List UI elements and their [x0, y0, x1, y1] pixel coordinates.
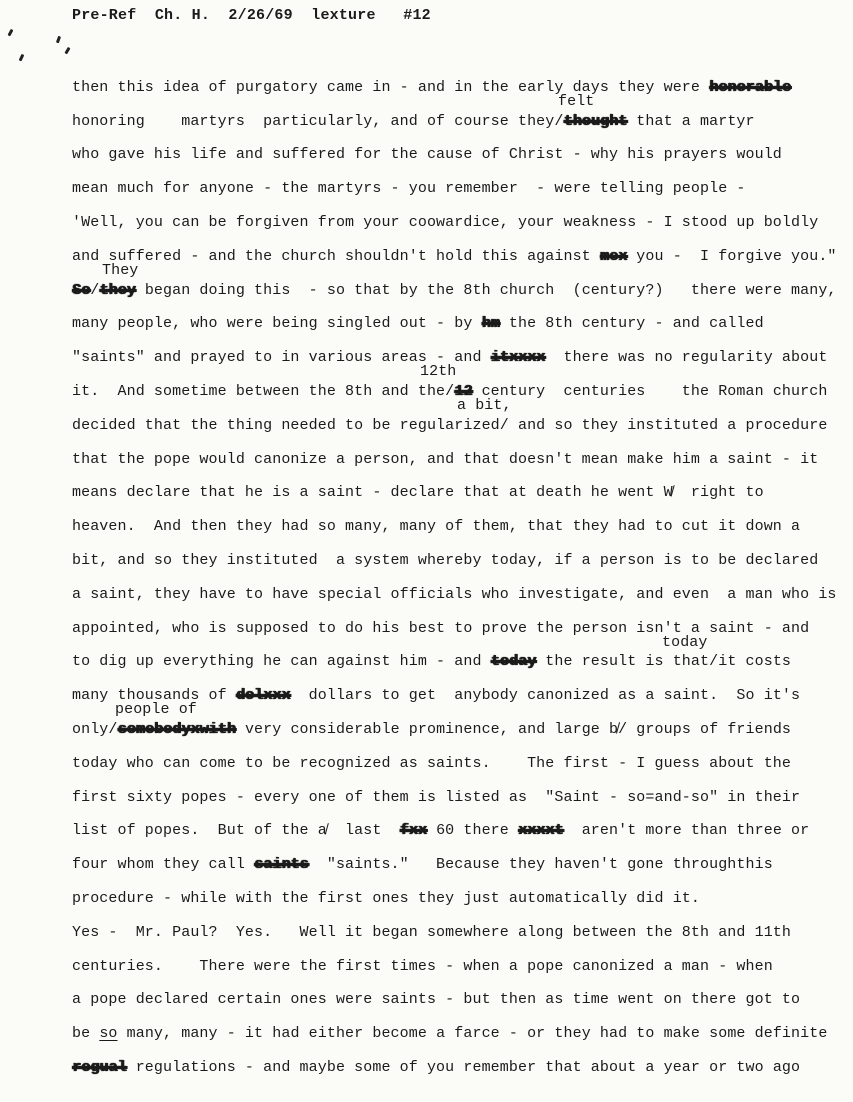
- typed-text: list of popes. But of the a̸ last: [72, 822, 400, 840]
- typed-text: "saints." Because they haven't gone throughthis: [308, 856, 773, 874]
- typed-text: mean much for anyone - the martyrs - you remember - were telling people -: [72, 180, 746, 198]
- line-text: [72, 821, 809, 840]
- line-text: [72, 213, 818, 232]
- text-line: [72, 132, 842, 166]
- typed-text: a saint, they have to have special officials who investigate, and even a man who is: [72, 585, 837, 603]
- struck-out-text: xxxxt: [517, 822, 564, 840]
- line-text: [72, 314, 764, 333]
- line-text: [72, 382, 827, 401]
- line-text: [72, 957, 773, 976]
- line-text: [72, 416, 827, 435]
- text-line: [72, 64, 842, 98]
- text-line: [72, 740, 842, 774]
- line-text: [72, 179, 746, 198]
- typed-text: many people, who were being singled out - by: [72, 315, 482, 333]
- typed-text: regulations - and maybe some of you remember that about a year or two ago: [126, 1058, 801, 1076]
- page-header: Pre-Ref Ch. H. 2/26/69 lexture #12: [72, 7, 431, 24]
- typed-text: 'Well, you can be forgiven from your coowardice, your weakness - I stood up boldly: [72, 213, 819, 231]
- typed-text: means declare that he is a saint - declare that at death he went W̸ right to: [72, 484, 764, 502]
- typed-text: appointed, who is supposed to do his best to prove the person isn't a saint - and: [72, 619, 810, 637]
- struck-out-text: 12: [454, 382, 473, 400]
- text-line: [72, 943, 842, 977]
- line-text: [72, 923, 791, 942]
- typed-text: and suffered - and the church shouldn't hold this against: [72, 247, 600, 265]
- line-text: [72, 78, 791, 97]
- line-text: [72, 281, 837, 300]
- line-text: [72, 145, 782, 164]
- struck-out-text: somebodyxwith: [117, 720, 236, 738]
- line-text: [72, 889, 700, 908]
- text-line: [72, 92, 842, 132]
- typed-text: it. And sometime between the 8th and the/: [72, 382, 455, 400]
- interline-insertion: today: [662, 633, 708, 651]
- line-text: [72, 585, 837, 604]
- typed-text: very considerable prominence, and large b̸/ groups of friends: [235, 720, 792, 738]
- text-line: [72, 1044, 842, 1078]
- typed-text: the 8th century - and called: [499, 315, 764, 333]
- typed-text: then this idea of purgatory came in - and in the early days they were: [72, 78, 710, 96]
- line-text: [72, 551, 818, 570]
- pen-mark: [19, 54, 24, 61]
- struck-out-text: So: [72, 281, 91, 299]
- text-line: [72, 436, 842, 470]
- struck-out-text: mex: [599, 247, 628, 265]
- struck-out-text: saints: [254, 856, 309, 874]
- struck-out-text: fxx: [399, 822, 427, 840]
- text-line: [72, 199, 842, 233]
- underlined-text: so: [99, 1025, 118, 1043]
- text-line: [72, 334, 842, 368]
- text-line: [72, 841, 842, 875]
- typed-text: who gave his life and suffered for the cause of Christ - why his prayers would: [72, 146, 782, 164]
- line-text: [72, 247, 837, 266]
- pen-mark: [56, 36, 61, 43]
- text-line: [72, 774, 842, 808]
- struck-out-text: honorable: [709, 78, 792, 96]
- struck-out-text: dolxxx: [235, 687, 291, 705]
- typed-text: many, many - it had either become a farce - or they had to make some definite: [117, 1025, 828, 1043]
- typed-text: bit, and so they instituted a system whereby today, if a person is to be declared: [72, 551, 819, 569]
- line-text: [72, 754, 791, 773]
- text-line: [72, 1010, 842, 1044]
- typed-text: first sixty popes - every one of them is listed as "Saint - so=and-so" in their: [72, 788, 801, 806]
- typed-text: decided that the thing needed to be regularized/ and so they instituted a procedure: [72, 416, 828, 434]
- typed-text: Yes - Mr. Paul? Yes. Well it began somewhere along between the 8th and 11th: [72, 923, 792, 941]
- typed-text: be: [72, 1025, 100, 1043]
- pen-mark: [8, 29, 13, 36]
- typed-text: aren't more than three or: [563, 822, 810, 840]
- typed-text: /: [90, 281, 100, 299]
- line-text: [72, 788, 800, 807]
- text-line: [72, 537, 842, 571]
- typed-text: only/: [72, 720, 118, 738]
- typed-text: began doing this - so that by the 8th church (century?) there were many,: [135, 281, 837, 299]
- text-line: [72, 633, 842, 673]
- typed-text: honoring martyrs particularly, and of course they/: [72, 112, 564, 130]
- line-text: [72, 1024, 827, 1043]
- text-line: [72, 605, 842, 639]
- document-body: [72, 64, 842, 1078]
- line-text: [72, 450, 818, 469]
- text-line: [72, 808, 842, 842]
- typed-text: "saints" and prayed to in various areas - and: [72, 349, 491, 367]
- interline-insertion: They: [102, 261, 139, 279]
- text-line: [72, 470, 842, 504]
- line-text: [72, 112, 755, 131]
- text-line: [72, 977, 842, 1011]
- text-line: [72, 396, 842, 436]
- text-line: [72, 233, 842, 267]
- typed-text: that a martyr: [627, 112, 755, 130]
- line-text: [72, 720, 791, 739]
- typed-text: 60 there: [426, 822, 518, 840]
- typed-text: centuries. There were the first times - when a pope canonized a man - when: [72, 957, 773, 975]
- line-text: [72, 517, 800, 536]
- line-text: [72, 483, 764, 502]
- typed-text: heaven. And then they had so many, many of them, that they had to cut it down a: [72, 518, 801, 536]
- text-line: [72, 875, 842, 909]
- text-line: [72, 909, 842, 943]
- line-text: [72, 855, 773, 874]
- struck-out-text: regual: [72, 1058, 127, 1076]
- interline-insertion: people of: [115, 701, 197, 719]
- typed-text: the result is that/it costs: [536, 653, 792, 671]
- typed-text: there was no regularity about: [545, 349, 828, 367]
- line-text: [72, 1058, 800, 1077]
- struck-out-text: hm: [481, 315, 500, 333]
- typed-text: that the pope would canonize a person, and that doesn't mean make him a saint - it: [72, 450, 819, 468]
- typed-text: to dig up everything he can against him - and: [72, 653, 491, 671]
- struck-out-text: itxxxx: [490, 349, 546, 367]
- typed-text: century centuries the Roman church: [472, 382, 828, 400]
- typed-text: a pope declared certain ones were saints - but then as time went on there got to: [72, 991, 801, 1009]
- struck-out-text: thought: [563, 112, 628, 130]
- typed-text: dollars to get anybody canonized as a saint. So it's: [290, 687, 801, 705]
- line-text: [72, 990, 800, 1009]
- text-line: [72, 503, 842, 537]
- struck-out-text: they: [99, 281, 136, 299]
- typed-text: you - I forgive you.": [627, 247, 837, 265]
- text-line: [72, 701, 842, 740]
- typed-text: today who can come to be recognized as saints. The first - I guess about the: [72, 754, 792, 772]
- text-line: [72, 571, 842, 605]
- typed-text: four whom they call: [72, 856, 255, 874]
- interline-insertion: 12th: [420, 363, 457, 381]
- text-line: [72, 261, 842, 301]
- interline-insertion: felt: [558, 92, 595, 110]
- typed-text: many thousands of: [72, 687, 236, 705]
- text-line: [72, 165, 842, 199]
- text-line: [72, 301, 842, 335]
- typed-text: procedure - while with the first ones they just automatically did it.: [72, 889, 701, 907]
- pen-mark: [64, 47, 70, 54]
- line-text: [72, 652, 791, 671]
- struck-out-text: today: [490, 653, 537, 671]
- interline-insertion: a bit,: [457, 396, 512, 414]
